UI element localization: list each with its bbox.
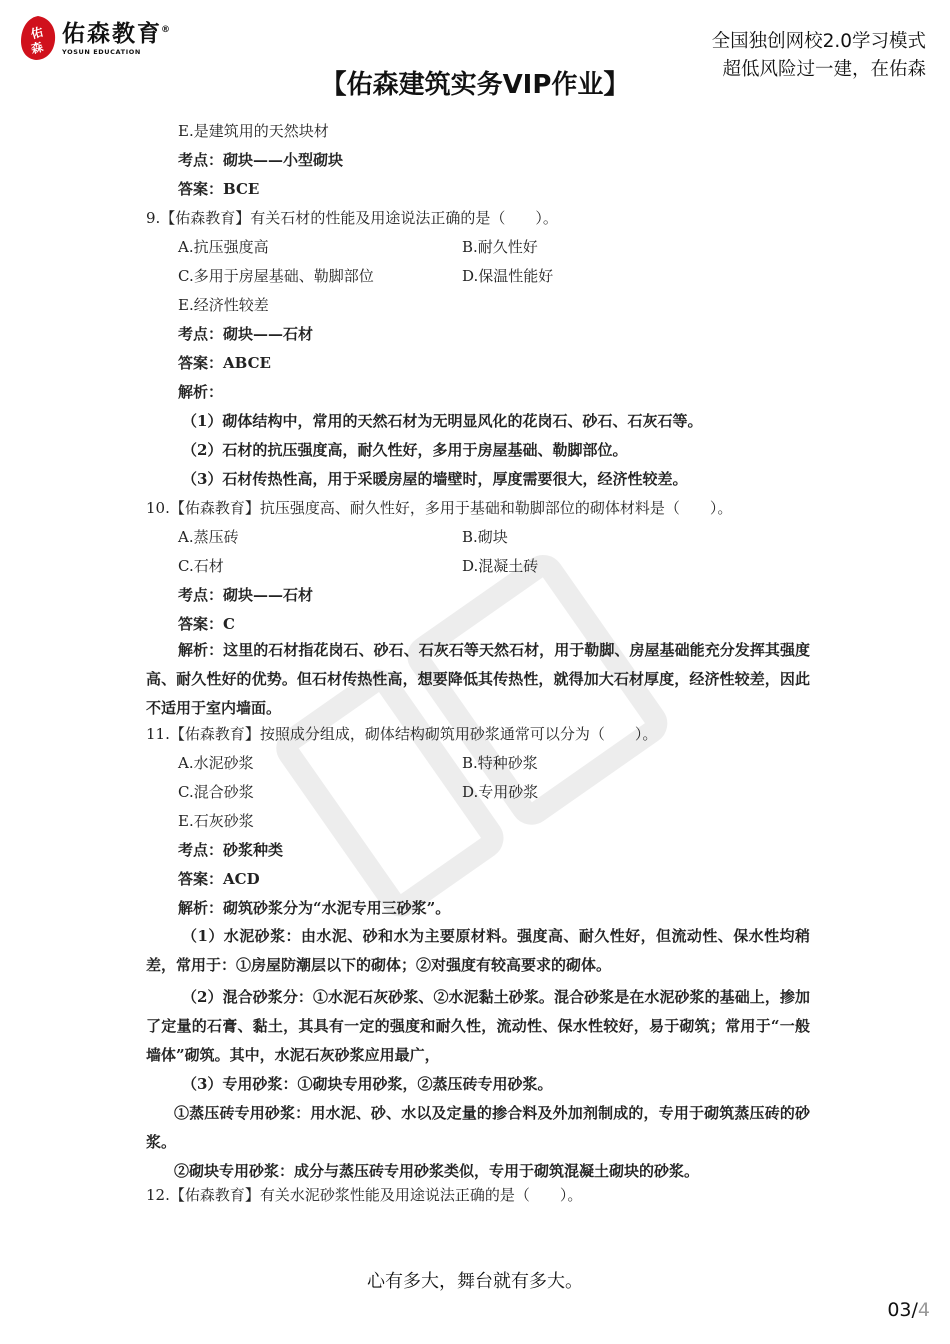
q9-jiexi-1: （1）砌体结构中，常用的天然石材为无明显风化的花岗石、砂石、石灰石等。 <box>182 412 703 430</box>
q9-answer-row <box>0 352 950 381</box>
q11-option-c: C.混合砂浆 <box>178 783 254 801</box>
slogan-line-1: 全国独创网校2.0学习模式 <box>711 31 926 52</box>
q9-jiexi-3: （3）石材传热性高，用于采暖房屋的墙壁时，厚度需要很大，经济性较差。 <box>182 470 688 488</box>
q9-options-row-1 <box>0 236 950 265</box>
q11-stem: 11.【佑森教育】按照成分组成，砌体结构砌筑用砂浆通常可以分为（ ）。 <box>146 725 658 743</box>
slogan-line-2: 超低风险过一建，在佑森 <box>722 59 926 80</box>
q10-options-row-2 <box>0 555 950 584</box>
page-current: 03/ <box>887 1299 918 1321</box>
q10-answer: 答案：C <box>178 615 235 633</box>
registered-mark: ® <box>161 24 172 35</box>
q9-jiexi-2: （2）石材的抗压强度高，耐久性好，多用于房屋基础、勒脚部位。 <box>182 441 628 459</box>
q8-answer: 答案：BCE <box>178 180 260 198</box>
q9-answer: 答案：ABCE <box>178 354 271 372</box>
q11-option-e: E.石灰砂浆 <box>178 812 254 830</box>
q11-option-d: D.专用砂浆 <box>462 783 539 801</box>
footer-motto: 心有多大，舞台就有多大。 <box>367 1271 583 1292</box>
q9-kaodian: 考点：砌块——石材 <box>178 325 314 343</box>
q10-option-a: A.蒸压砖 <box>178 528 239 546</box>
page-number <box>887 1299 930 1321</box>
logo-name-text: 佑森教育 <box>62 20 162 47</box>
q10-options-row-1 <box>0 526 950 555</box>
q9-kaodian-row <box>0 323 950 352</box>
q11-option-a: A.水泥砂浆 <box>178 754 254 772</box>
q11-jiexi-1: （1）水泥砂浆：由水泥、砂和水为主要原材料。强度高、耐久性好，但流动性、保水性均稍差，常用于：①房屋防潮层以下的砌体；②对强度有较高要求的砌体。 <box>146 927 810 974</box>
q8-kaodian-row <box>0 149 950 178</box>
q12-stem: 12.【佑森教育】有关水泥砂浆性能及用途说法正确的是（ ）。 <box>146 1186 583 1204</box>
q9-option-a: A.抗压强度高 <box>178 238 269 256</box>
q11-options-row-3 <box>0 810 950 839</box>
logo-name <box>62 20 172 47</box>
q10-stem-row <box>0 497 950 526</box>
q11-answer: 答案：ACD <box>178 870 260 888</box>
q12-stem-row <box>0 1184 950 1213</box>
q11-jiexi-5: ②砌块专用砂浆：成分与蒸压砖专用砂浆类似，专用于砌筑混凝土砌块的砂浆。 <box>174 1162 700 1180</box>
q10-jiexi: 解析：这里的石材指花岗石、砂石、石灰石等天然石材，用于勒脚、房屋基础能充分发挥其强度高、耐久性好的优势。但石材传热性高，想要降低其传热性，就得加大石材厚度，经济性较差，因此不适用于室内墙面。 <box>146 641 810 717</box>
q11-kaodian-row <box>0 839 950 868</box>
q9-options-row-2 <box>0 265 950 294</box>
q8-kaodian: 考点：砌块——小型砌块 <box>178 151 344 169</box>
q9-jiexi-1-row <box>0 410 950 439</box>
q10-stem: 10.【佑森教育】抗压强度高、耐久性好，多用于基础和勒脚部位的砌体材料是（ ）。 <box>146 499 733 517</box>
q11-jiexi-label: 解析：砌筑砂浆分为“水泥专用三砂浆”。 <box>178 899 451 917</box>
q9-option-d: D.保温性能好 <box>462 267 554 285</box>
q11-kaodian: 考点：砂浆种类 <box>178 841 284 859</box>
q9-option-e: E.经济性较差 <box>178 296 269 314</box>
q8-option-e-row <box>0 120 950 149</box>
q11-jiexi-4: ①蒸压砖专用砂浆：用水泥、砂、水以及定量的掺合料及外加剂制成的，专用于砌筑蒸压砖的砂浆。 <box>146 1104 810 1151</box>
logo-english: YOSUN EDUCATION <box>62 47 141 56</box>
logo-text <box>62 20 172 56</box>
logo-seal-icon <box>18 14 58 62</box>
page-title: 【佑森建筑实务VIP作业】 <box>320 70 630 100</box>
q11-answer-row <box>0 868 950 897</box>
q9-option-b: B.耐久性好 <box>462 238 538 256</box>
q9-stem: 9.【佑森教育】有关石材的性能及用途说法正确的是（ ）。 <box>146 209 558 227</box>
logo-seal-text-top: 佑 <box>29 24 45 42</box>
page-total: 4 <box>917 1299 930 1321</box>
brand-logo <box>18 14 172 62</box>
q10-option-b: B.砌块 <box>462 528 508 546</box>
q9-jiexi-row <box>0 381 950 410</box>
q11-options-row-1 <box>0 752 950 781</box>
q10-option-c: C.石材 <box>178 557 224 575</box>
q9-option-c: C.多用于房屋基础、勒脚部位 <box>178 267 374 285</box>
q9-jiexi-3-row <box>0 468 950 497</box>
q8-option-e: E.是建筑用的天然块材 <box>178 122 329 140</box>
q11-jiexi-2: （2）混合砂浆分：①水泥石灰砂浆、②水泥黏土砂浆。混合砂浆是在水泥砂浆的基础上，掺加了定量的石膏、黏土，其具有一定的强度和耐久性，流动性、保水性较好，易于砌筑；常用于“一般墙体”砌筑。其中，水泥石灰砂浆应用最广， <box>146 988 810 1064</box>
q11-jiexi-3: （3）专用砂浆：①砌块专用砂浆，②蒸压砖专用砂浆。 <box>182 1075 553 1093</box>
q11-options-row-2 <box>0 781 950 810</box>
q9-jiexi-label: 解析： <box>178 383 224 401</box>
q11-stem-row <box>0 723 950 752</box>
q10-kaodian: 考点：砌块——石材 <box>178 586 314 604</box>
q11-option-b: B.特种砂浆 <box>462 754 538 772</box>
q9-stem-row <box>0 207 950 236</box>
q8-answer-row <box>0 178 950 207</box>
q10-option-d: D.混凝土砖 <box>462 557 539 575</box>
logo-seal-text-bottom: 森 <box>29 39 45 57</box>
q9-options-row-3 <box>0 294 950 323</box>
q10-kaodian-row <box>0 584 950 613</box>
q9-jiexi-2-row <box>0 439 950 468</box>
